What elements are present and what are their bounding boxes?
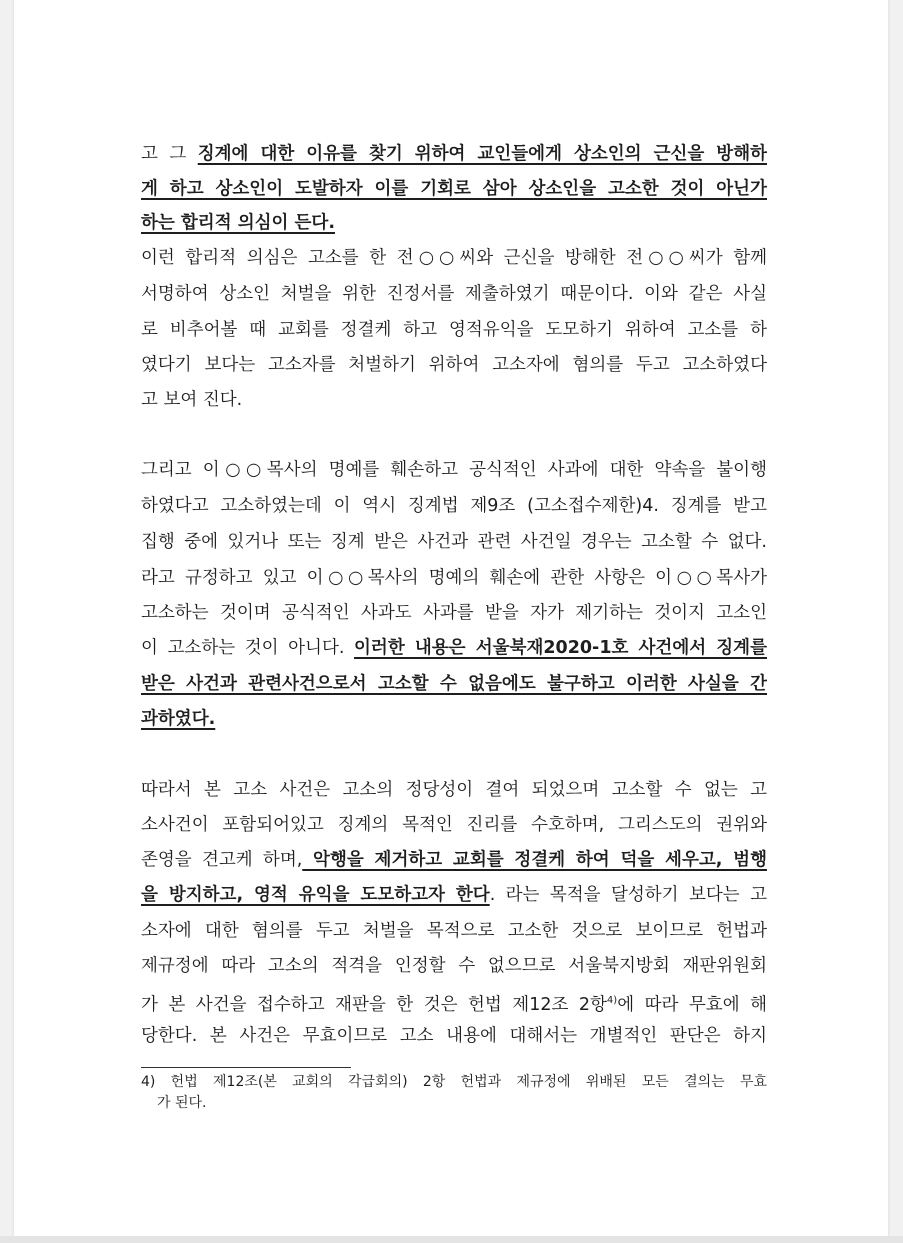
plain-text: 존영을 견고케 하며, bbox=[141, 850, 303, 870]
text-line: 라고 규정하고 있고 이○○목사의 명예의 훼손에 관한 사항은 이○○목사가 bbox=[141, 568, 767, 588]
emphasized-text: 악행을 제거하고 교회를 정결케 하여 덕을 세우고, 범행 bbox=[302, 850, 767, 870]
text-line bbox=[141, 136, 767, 172]
emphasized-text: 이러한 내용은 서울북재2020-1호 사건에서 징계를 bbox=[354, 638, 767, 658]
text-line: 로 비추어볼 때 교회를 정결케 하고 영적유익을 도모하기 위하여 고소를 하 bbox=[141, 320, 767, 340]
text-line: 하였다고 고소하였는데 이 역시 징계법 제9조 (고소접수제한)4. 징계를 받고 bbox=[141, 496, 767, 516]
emphasized-text: 을 방지하고, 영적 유익을 도모하고자 한다 bbox=[141, 885, 490, 905]
text-line: 고 보여 진다. bbox=[141, 390, 243, 410]
page-edge bbox=[0, 1236, 903, 1243]
footnote-text: 4) 헌법 제12조(본 교회의 각급회의) 2항 헌법과 제규정에 위배된 모든 결의는 무효 bbox=[141, 1074, 767, 1090]
plain-text: . 라는 목적을 달성하기 보다는 고 bbox=[489, 885, 767, 905]
text-line: 집행 중에 있거나 또는 징계 받은 사건과 관련 사건일 경우는 고소할 수 없다. bbox=[141, 532, 767, 552]
text-line: 고소하는 것이며 공식적인 사과도 사과를 받을 자가 제기하는 것이지 고소인 bbox=[141, 603, 767, 623]
emphasized-text: 받은 사건과 관련사건으로서 고소할 수 없음에도 불구하고 이러한 사실을 간 bbox=[141, 674, 767, 694]
text-line: 소자에 대한 혐의를 두고 처벌을 목적으로 고소한 것으로 보이므로 헌법과 bbox=[141, 921, 767, 941]
text-line: 당한다. 본 사건은 무효이므로 고소 내용에 대해서는 개별적인 판단은 하지 bbox=[141, 1026, 767, 1046]
text-line bbox=[141, 666, 767, 702]
text-line bbox=[141, 630, 767, 666]
emphasized-text: 하는 합리적 의심이 든다. bbox=[141, 213, 335, 233]
text-line: 이런 합리적 의심은 고소를 한 전○○씨와 근신을 방해한 전○○씨가 함께 bbox=[141, 248, 767, 268]
plain-text: 고 그 bbox=[141, 144, 198, 164]
text-line: 제규정에 따라 고소의 적격을 인정할 수 없으므로 서울북지방회 재판위원회 bbox=[141, 956, 767, 976]
emphasized-text: 과하였다. bbox=[141, 709, 216, 729]
text-line bbox=[141, 171, 767, 207]
footnote-text: 가 된다. bbox=[157, 1095, 207, 1111]
footnote-reference[interactable]: 4) bbox=[606, 995, 618, 1006]
document-page bbox=[14, 0, 888, 1236]
plain-text: 가 본 사건을 접수하고 재판을 한 것은 헌법 제12조 2항 bbox=[141, 994, 607, 1015]
text-line: 그리고 이○○목사의 명예를 훼손하고 공식적인 사과에 대한 약속을 불이행 bbox=[141, 460, 767, 480]
plain-text: 에 따라 무효에 해 bbox=[617, 994, 767, 1015]
emphasized-text: 징계에 대한 이유를 찾기 위하여 교인들에게 상소인의 근신을 방해하 bbox=[197, 144, 767, 164]
text-line bbox=[141, 983, 767, 1019]
text-line: 소사건이 포함되어있고 징계의 목적인 진리를 수호하며, 그리스도의 권위와 bbox=[141, 815, 767, 835]
text-line: 서명하여 상소인 처벌을 위한 진정서를 제출하였기 때문이다. 이와 같은 사실 bbox=[141, 284, 767, 304]
text-line bbox=[141, 701, 767, 737]
plain-text: 이 고소하는 것이 아니다. bbox=[141, 638, 355, 658]
footnote-divider bbox=[141, 1067, 351, 1068]
text-line: 따라서 본 고소 사건은 고소의 정당성이 결여 되었으며 고소할 수 없는 고 bbox=[141, 780, 767, 800]
text-line bbox=[141, 205, 767, 241]
text-line: 였다기 보다는 고소자를 처벌하기 위하여 고소자에 혐의를 두고 고소하였다 bbox=[141, 355, 767, 375]
text-line bbox=[141, 877, 767, 913]
text-line bbox=[141, 842, 767, 878]
emphasized-text: 게 하고 상소인이 도발하자 이를 기회로 삼아 상소인을 고소한 것이 아닌가 bbox=[141, 179, 767, 199]
